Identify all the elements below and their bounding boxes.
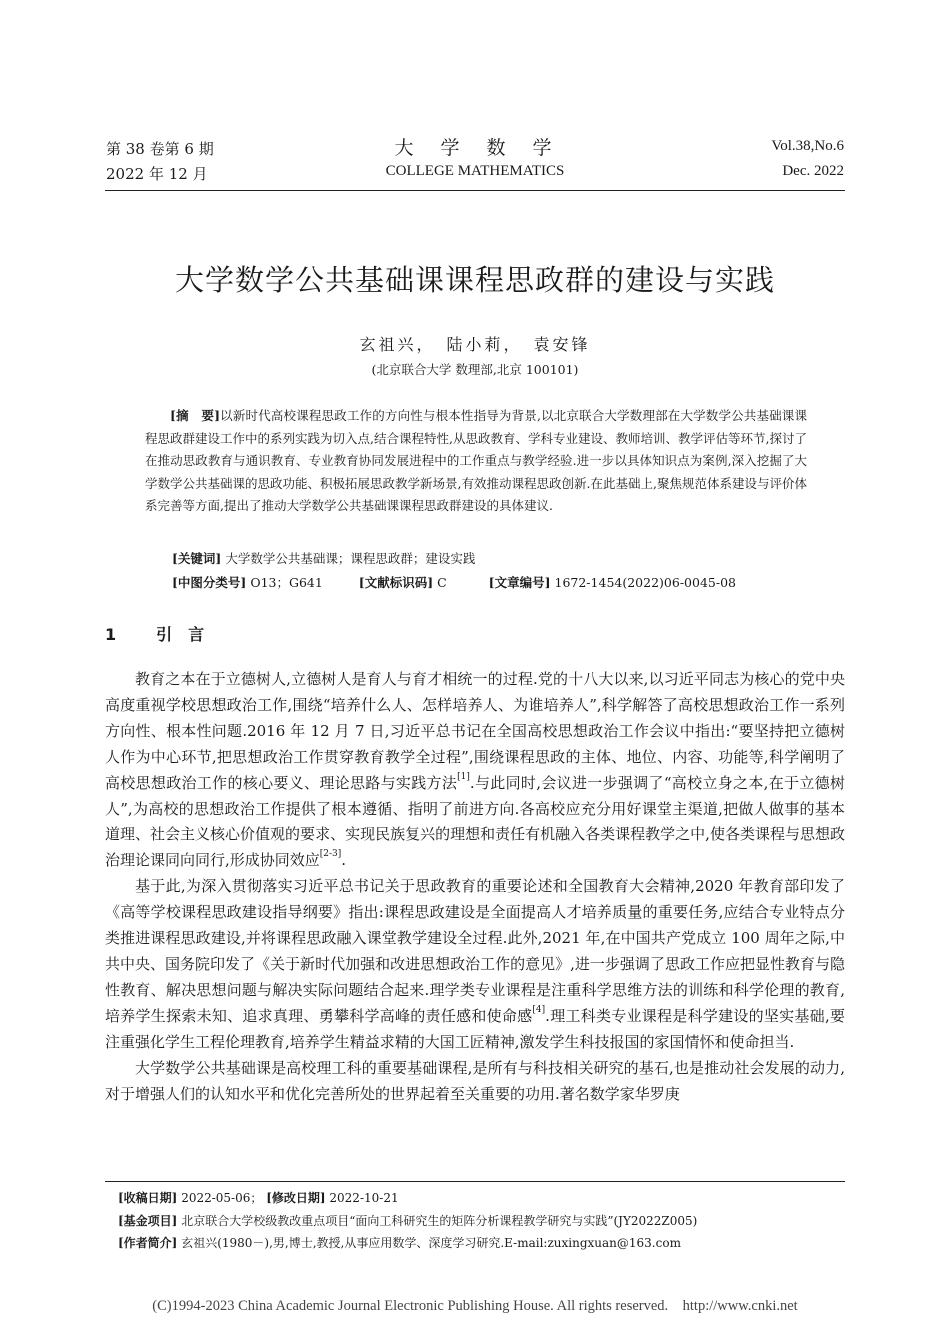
copyright-footer: (C)1994-2023 China Academic Journal Electronic Publishing House. All rights reserved. http://www.cnki.net	[152, 1298, 798, 1314]
footnote-rule	[105, 1181, 845, 1182]
header-date-cn: 2022 年 12 月	[106, 165, 208, 183]
article-number-label: [文章编号]	[488, 575, 551, 590]
fund-label: [基金项目]	[118, 1213, 178, 1228]
paragraph-1	[105, 667, 845, 874]
article-authors: 玄祖兴， 陆小莉， 袁安锋	[359, 335, 591, 354]
received-label: [收稿日期]	[118, 1191, 178, 1205]
footnote-dates	[118, 1187, 838, 1210]
doc-code-value: C	[437, 575, 447, 590]
abstract-label: [摘 要]	[170, 408, 221, 423]
journal-title-cn: 大 学 数 学	[394, 137, 556, 159]
section-number: 1	[105, 625, 117, 644]
paragraph-2	[105, 874, 845, 1055]
header-issue-cn: 第 38 卷第 6 期	[106, 140, 214, 158]
paragraph-2-text-b: .理工科类专业课程是科学建设的坚实基础,要注重强化学生工程伦理教育,培养学生精益求精的大国工匠精神,激发学生科技报国的家国情怀和使命担当.	[105, 1006, 845, 1051]
article-title: 大学数学公共基础课课程思政群的建设与实践	[174, 263, 775, 297]
paragraph-2-text-a: 基于此,为深入贯彻落实习近平总书记关于思政教育的重要论述和全国教育大会精神,2020 年教育部印发了《高等学校课程思政建设指导纲要》指出:课程思政建设是全面提高人才培养质量的重要任务,应结合专业特点分类推进课程思政建设,并将课程思政融入课堂教学建设全过程.此外,2021 年,在中国共产党成立 100 周年之际,中共中央、国务院印发了《关于新时代加强和改进思想政治工作的意见》,进一步强调了思政工作应把显性教育与隐性教育、解决思想问题与解决实际问题结合起来.理学类专业课程是注重科学思维方法的训练和科学伦理的教育,培养学生探索未知、追求真理、勇攀科学高峰的责任感和使命感	[105, 877, 845, 1025]
section-heading	[105, 622, 244, 645]
footnote-fund	[118, 1210, 838, 1233]
footnotes	[118, 1187, 838, 1255]
author-bio-label: [作者简介]	[118, 1236, 178, 1250]
clc-label: [中图分类号]	[172, 575, 247, 590]
received-value: 2022-05-06；	[181, 1191, 263, 1205]
citation-2-3[interactable]: [2-3]	[319, 849, 342, 860]
revised-label: [修改日期]	[266, 1191, 326, 1205]
footnote-author	[118, 1232, 838, 1255]
article-number-value: 1672-1454(2022)06-0045-08	[554, 575, 736, 590]
keywords	[172, 549, 475, 567]
paragraph-1-text-c: .	[341, 851, 347, 870]
author-bio-value: 玄祖兴(1980－),男,博士,教授,从事应用数学、深度学习研究.E-mail:zuxingxuan@163.com	[181, 1236, 681, 1250]
doc-code-label: [文献标识码]	[358, 575, 434, 590]
citation-1[interactable]: [1]	[457, 771, 470, 782]
header-date-en: Dec. 2022	[782, 163, 844, 179]
body-text	[105, 667, 845, 1107]
citation-4[interactable]: [4]	[532, 1004, 546, 1015]
keywords-text: 大学数学公共基础课；课程思政群；建设实践	[225, 551, 476, 566]
article-affiliation: (北京联合大学 数理部,北京 100101)	[371, 362, 579, 377]
paragraph-1-text-a: 教育之本在于立德树人,立德树人是育人与育才相统一的过程.党的十八大以来,以习近平同志为核心的党中央高度重视学校思想政治工作,围绕“培养什么人、怎样培养人、为谁培养人”,科学解答了高校思想政治工作一系列方向性、根本性问题.2016 年 12 月 7 日,习近平总书记在全国高校思想政治工作会议中指出:“要坚持把立德树人作为中心环节,把思想政治工作贯穿教育教学全过程”,围绕课程思政的主体、地位、内容、功能等,科学阐明了高校思想政治工作的核心要义、理论思路与实践方法	[105, 670, 845, 792]
header-rule	[105, 190, 845, 191]
clc-value: O13；G641	[250, 575, 323, 590]
paragraph-3: 大学数学公共基础课是高校理工科的重要基础课程,是所有与科技相关研究的基石,也是推动社会发展的动力,对于增强人们的认知水平和优化完善所处的世界起着至关重要的功用.著名数学家华罗庚	[105, 1058, 845, 1103]
abstract	[145, 405, 807, 518]
header-issue-en: Vol.38,No.6	[771, 138, 844, 154]
classification-line	[172, 573, 736, 591]
fund-value: 北京联合大学校级教改重点项目“面向工科研究生的矩阵分析课程教学研究与实践”(JY2022Z005)	[181, 1213, 698, 1228]
keywords-label: [关键词]	[172, 551, 222, 566]
abstract-text: 以新时代高校课程思政工作的方向性与根本性指导为背景,以北京联合大学数理部在大学数学公共基础课课程思政群建设工作中的系列实践为切入点,结合课程特性,从思政教育、学科专业建设、教师培训、教学评估等环节,探讨了在推动思政教育与通识教育、专业教育协同发展进程中的工作重点与教学经验.进一步以具体知识点为案例,深入挖掘了大学数学公共基础课的思政功能、积极拓展思政教学新场景,有效推动课程思政创新.在此基础上,聚焦规范体系建设与评价体系完善等方面,提出了推动大学数学公共基础课课程思政群建设的具体建议.	[145, 408, 807, 514]
journal-title-en: COLLEGE MATHEMATICS	[385, 163, 565, 179]
revised-value: 2022-10-21	[329, 1191, 399, 1205]
section-title: 引 言	[156, 625, 205, 644]
paragraph-1-text-b: .与此同时,会议进一步强调了“高校立身之本,在于立德树人”,为高校的思想政治工作提供了根本遵循、指明了前进方向.各高校应充分用好课堂主渠道,把做人做事的基本道理、社会主义核心价值观的要求、实现民族复兴的理想和责任有机融入各类课程教学之中,使各类课程与思想政治理论课同向同行,形成协同效应	[105, 773, 845, 870]
